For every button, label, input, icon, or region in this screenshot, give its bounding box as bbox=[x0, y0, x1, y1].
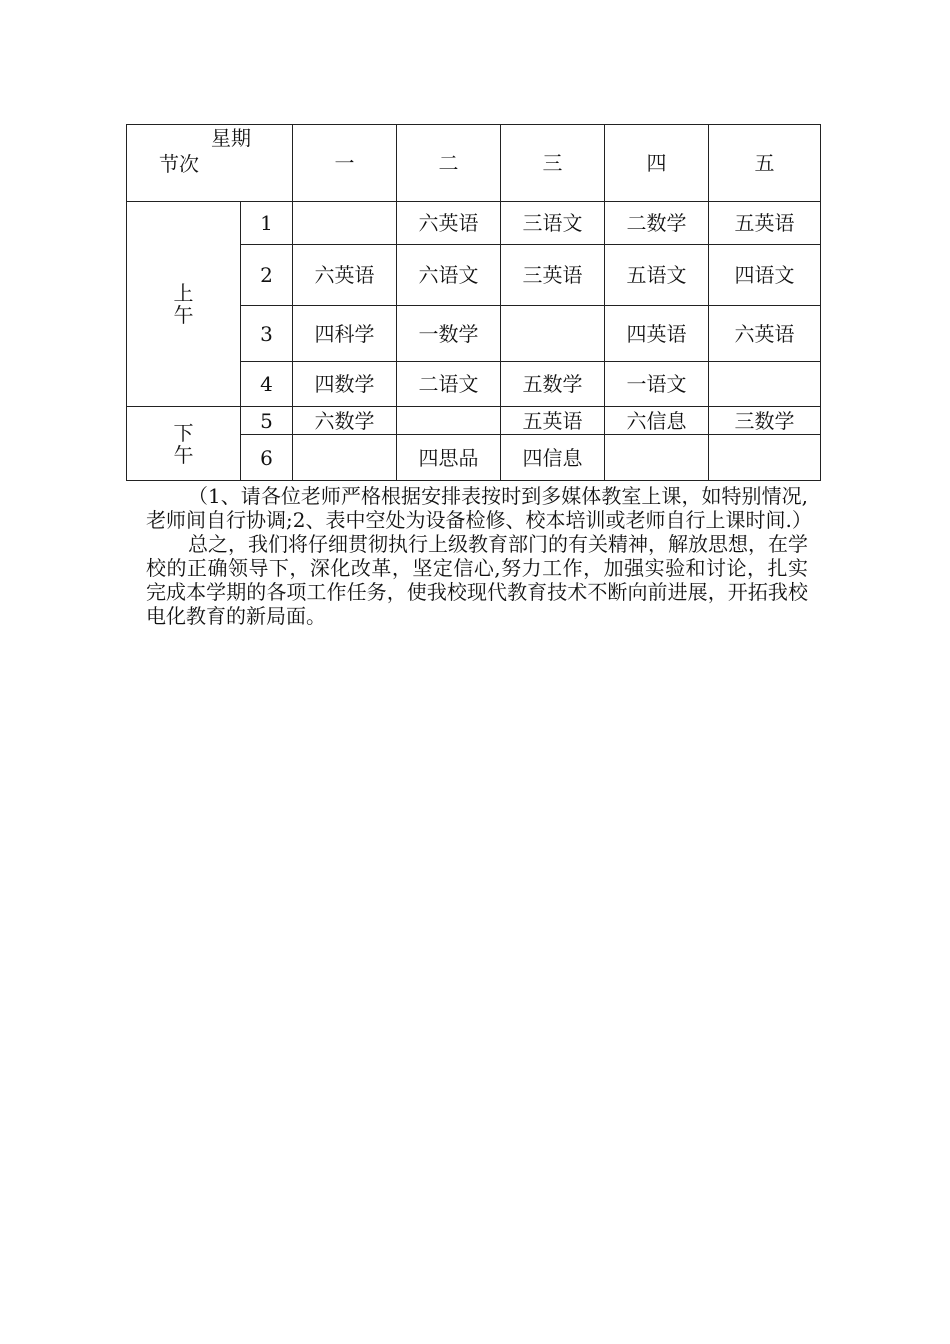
period-number: 3 bbox=[241, 306, 293, 362]
period-number: 4 bbox=[241, 362, 293, 407]
day-header-3: 三 bbox=[501, 125, 605, 202]
table-header-row bbox=[127, 125, 821, 202]
schedule-cell: 五数学 bbox=[501, 362, 605, 407]
afternoon-label bbox=[127, 407, 241, 481]
morning-label bbox=[127, 202, 241, 407]
schedule-note-paragraph: （1、请各位老师严格根据安排表按时到多媒体教室上课，如特别情况,老师间自行协调;2、表中空处为设备检修、校本培训或老师自行上课时间.） bbox=[146, 484, 812, 532]
table-row bbox=[127, 202, 821, 245]
schedule-cell: 三数学 bbox=[709, 407, 821, 435]
schedule-cell: 五语文 bbox=[605, 245, 709, 306]
day-header-1: 一 bbox=[293, 125, 397, 202]
schedule-cell: 二语文 bbox=[397, 362, 501, 407]
schedule-cell: 四英语 bbox=[605, 306, 709, 362]
schedule-cell: 三英语 bbox=[501, 245, 605, 306]
table-row bbox=[127, 407, 821, 435]
schedule-cell: 四语文 bbox=[709, 245, 821, 306]
summary-paragraph: 总之，我们将仔细贯彻执行上级教育部门的有关精神，解放思想，在学校的正确领导下，深化改革，坚定信心,努力工作，加强实验和讨论，扎实完成本学期的各项工作任务，使我校现代教育技术不断向前进展，开拓我校电化教育的新局面。 bbox=[146, 532, 808, 628]
schedule-cell bbox=[709, 362, 821, 407]
period-number: 2 bbox=[241, 245, 293, 306]
schedule-cell bbox=[501, 306, 605, 362]
schedule-cell: 六英语 bbox=[709, 306, 821, 362]
schedule-cell bbox=[293, 202, 397, 245]
schedule-cell: 二数学 bbox=[605, 202, 709, 245]
morning-label-char-1: 上 bbox=[173, 281, 194, 305]
schedule-table bbox=[126, 124, 821, 481]
schedule-cell: 一语文 bbox=[605, 362, 709, 407]
afternoon-label-char-1: 下 bbox=[173, 420, 194, 445]
schedule-cell bbox=[709, 435, 821, 481]
schedule-cell: 六英语 bbox=[293, 245, 397, 306]
schedule-cell bbox=[397, 407, 501, 435]
schedule-cell: 四数学 bbox=[293, 362, 397, 407]
period-number: 5 bbox=[241, 407, 293, 435]
period-number: 1 bbox=[241, 202, 293, 245]
day-header-4: 四 bbox=[605, 125, 709, 202]
schedule-cell: 四思品 bbox=[397, 435, 501, 481]
schedule-cell: 五英语 bbox=[501, 407, 605, 435]
schedule-cell: 四信息 bbox=[501, 435, 605, 481]
schedule-cell: 四科学 bbox=[293, 306, 397, 362]
corner-weekday-label: 星期 bbox=[211, 126, 251, 150]
notes-section bbox=[146, 484, 812, 628]
schedule-cell: 六信息 bbox=[605, 407, 709, 435]
schedule-cell: 六数学 bbox=[293, 407, 397, 435]
schedule-cell bbox=[605, 435, 709, 481]
afternoon-label-char-2: 午 bbox=[173, 442, 194, 467]
day-header-2: 二 bbox=[397, 125, 501, 202]
corner-header-cell bbox=[127, 125, 293, 202]
schedule-cell: 一数学 bbox=[397, 306, 501, 362]
corner-period-label: 节次 bbox=[159, 152, 199, 176]
schedule-cell bbox=[293, 435, 397, 481]
schedule-cell: 五英语 bbox=[709, 202, 821, 245]
morning-label-char-2: 午 bbox=[173, 303, 194, 327]
schedule-cell: 六英语 bbox=[397, 202, 501, 245]
schedule-cell: 三语文 bbox=[501, 202, 605, 245]
schedule-cell: 六语文 bbox=[397, 245, 501, 306]
day-header-5: 五 bbox=[709, 125, 821, 202]
period-number: 6 bbox=[241, 435, 293, 481]
